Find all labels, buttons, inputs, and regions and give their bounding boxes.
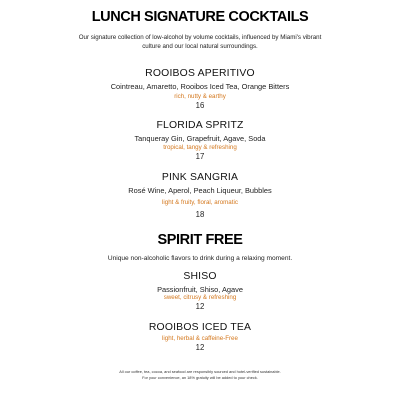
item-ingredients: Rosé Wine, Aperol, Peach Liqueur, Bubbles — [128, 186, 272, 195]
item-ingredients: Tanqueray Gin, Grapefruit, Agave, Soda — [134, 134, 266, 143]
item-name: SHISO — [183, 271, 217, 282]
item-tasting-notes: rich, nutty & earthy — [174, 93, 226, 100]
item-price: 12 — [195, 343, 205, 352]
spirit-free-intro: Unique non-alcoholic flavors to drink during a relaxing moment. — [107, 255, 293, 262]
item-ingredients: Cointreau, Amaretto, Rooibos Iced Tea, Orange Bitters — [110, 82, 290, 91]
item-name: ROOIBOS ICED TEA — [148, 322, 252, 333]
item-tasting-notes: light, herbal & caffeine-Free — [162, 335, 238, 342]
spirit-free-section-title: SPIRIT FREE — [157, 232, 243, 248]
item-tasting-notes: sweet, citrusy & refreshing — [163, 294, 237, 301]
lunch-section-intro — [0, 34, 400, 51]
item-ingredients: Passionfruit, Shiso, Agave — [157, 285, 243, 294]
lunch-intro-line-1: Our signature collection of low-alcohol by volume cocktails, influenced by Miami's vibrant — [78, 34, 322, 41]
item-name: FLORIDA SPRITZ — [156, 120, 244, 131]
item-tasting-notes: light & fruity, floral, aromatic — [162, 199, 238, 206]
item-price: 16 — [195, 101, 205, 110]
footer-gratuity-note: For your convenience, an 18% gratuity will be added to your check. — [142, 375, 258, 381]
menu-footer — [0, 369, 400, 381]
lunch-intro-line-2: culture and our local natural surroundings. — [142, 42, 258, 50]
item-name: PINK SANGRIA — [161, 172, 239, 183]
item-price: 12 — [195, 302, 205, 311]
item-price: 18 — [195, 210, 205, 219]
footer-sourcing-note: All our coffee, tea, cocoa, and seafood are responsibly sourced and hotel-verified sustainable. — [119, 369, 281, 374]
item-price: 17 — [195, 152, 205, 161]
item-tasting-notes: tropical, tangy & refreshing — [163, 144, 237, 151]
lunch-section-title: LUNCH SIGNATURE COCKTAILS — [91, 9, 309, 25]
item-name: ROOIBOS APERITIVO — [145, 68, 255, 79]
